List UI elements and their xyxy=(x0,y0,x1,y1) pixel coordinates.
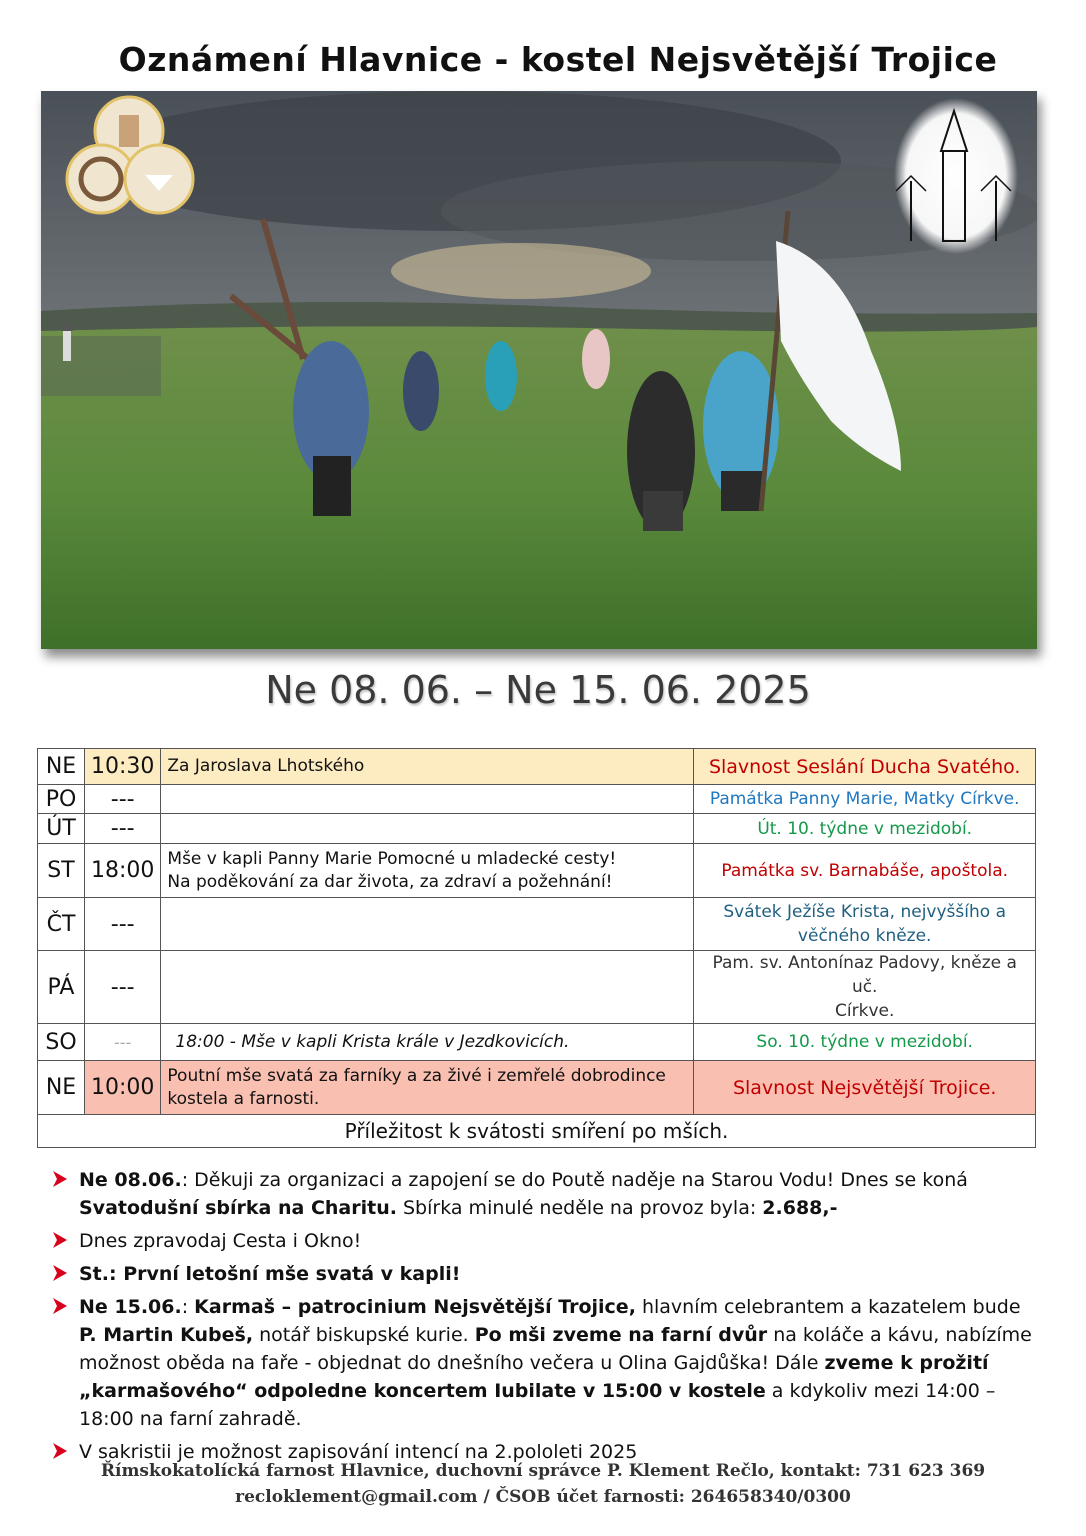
day-cell: NE xyxy=(38,749,85,785)
intention-cell xyxy=(161,1024,694,1061)
day-cell: ST xyxy=(38,844,85,898)
schedule-row xyxy=(38,844,1036,898)
announcement-text: Dnes zpravodaj Cesta i Okno! xyxy=(79,1230,362,1252)
intention-line: Mše v kapli Panny Marie Pomocné u mladecké cesty! xyxy=(167,848,617,869)
feast-cell xyxy=(694,898,1036,951)
feast-line: Pam. sv. Antonínaz Padovy, kněze a uč. xyxy=(712,953,1017,997)
time-cell: 10:00 xyxy=(85,1061,161,1115)
feast-cell xyxy=(694,1061,1036,1115)
announcement-text: : Děkuji za organizaci a zapojení se do Poutě naděje na Starou Vodu! Dnes se koná xyxy=(181,1169,968,1191)
footer-contact: Římskokatolícká farnost Hlavnice, duchovní správce P. Klement Rečlo, kontakt: 731 623 369 xyxy=(100,1461,986,1481)
feast-line: Památka sv. Barnabáše, apoštola. xyxy=(721,860,1009,881)
bullet-arrow-icon xyxy=(52,1263,68,1283)
footer-bank: recloklement@gmail.com / ČSOB účet farnosti: 264658340/0300 xyxy=(235,1487,851,1507)
announcement-bold-text: Ne 15.06. xyxy=(79,1296,182,1318)
time-cell: --- xyxy=(85,951,161,1024)
day-cell: PO xyxy=(38,785,85,814)
announcement-item xyxy=(50,1293,1040,1433)
feast-cell xyxy=(694,1024,1036,1061)
intention-cell xyxy=(161,749,694,785)
intention-line: kostela a farnosti. xyxy=(167,1088,320,1109)
feast-line: Církve. xyxy=(835,1001,895,1021)
day-cell: ÚT xyxy=(38,814,85,844)
day-cell: ČT xyxy=(38,898,85,951)
feast-cell xyxy=(694,844,1036,898)
announcement-bold-text: 2.688,- xyxy=(762,1197,838,1219)
announcement-text: a kdykoliv mezi 14:00 – 18:00 na farní zahradě. xyxy=(79,1380,996,1430)
schedule-row xyxy=(38,785,1036,814)
bullet-arrow-icon xyxy=(52,1230,68,1250)
village-church xyxy=(63,331,71,361)
announcement-bold-text: P. Martin Kubeš, xyxy=(79,1324,254,1346)
announcement-text: hlavním celebrantem a kazatelem bude xyxy=(635,1296,1021,1318)
intention-cell xyxy=(161,898,694,951)
schedule-row xyxy=(38,898,1036,951)
pilgrimage-illustration xyxy=(41,91,1037,649)
announcement-text: : xyxy=(181,1296,195,1318)
schedule-row xyxy=(38,951,1036,1024)
bullet-arrow-icon xyxy=(52,1296,68,1316)
feast-line: Slavnost Seslání Ducha Svatého. xyxy=(708,755,1021,778)
intention-line: Poutní mše svatá za farníky a za živé i zemřelé dobrodince xyxy=(167,1065,666,1086)
day-cell: NE xyxy=(38,1061,85,1115)
feast-cell xyxy=(694,814,1036,844)
intention-line: Za Jaroslava Lhotského xyxy=(167,756,365,776)
time-cell: --- xyxy=(85,814,161,844)
feast-line: věčného kněze. xyxy=(797,926,932,946)
day-cell: SO xyxy=(38,1024,85,1061)
announcement-bold-text: Po mši zveme na farní dvůr xyxy=(474,1324,768,1346)
time-cell: 18:00 xyxy=(85,844,161,898)
announcement-item xyxy=(50,1166,1040,1222)
church-sketch xyxy=(894,98,1018,254)
meadow xyxy=(41,326,1037,649)
time-cell: --- xyxy=(85,898,161,951)
schedule-row xyxy=(38,814,1036,844)
announcement-text: V sakristii je možnost zapisování intencí na 2.pololeti 2025 xyxy=(79,1441,638,1463)
page-title: Oznámení Hlavnice - kostel Nejsvětější Trojice xyxy=(118,40,998,79)
intention-line: 18:00 - Mše v kapli Krista krále v Jezdkovicích. xyxy=(175,1031,570,1052)
feast-cell xyxy=(694,749,1036,785)
feast-cell xyxy=(694,785,1036,814)
announcements-list xyxy=(50,1166,1040,1471)
time-cell: 10:30 xyxy=(85,749,161,785)
schedule-row xyxy=(38,1024,1036,1061)
announcement-bold-text: St.: První letošní mše svatá v kapli! xyxy=(79,1263,461,1285)
intention-cell xyxy=(161,844,694,898)
bullet-arrow-icon xyxy=(52,1169,68,1189)
feast-line: Památka Panny Marie, Matky Církve. xyxy=(709,789,1020,809)
intention-cell xyxy=(161,785,694,814)
mass-schedule-table xyxy=(37,748,1036,1148)
time-cell: --- xyxy=(85,785,161,814)
announcement-bold-text: Karmaš – patrocinium Nejsvětější Trojice, xyxy=(194,1296,636,1318)
feast-line: Slavnost Nejsvětější Trojice. xyxy=(732,1076,997,1099)
announcement-text: notář biskupské kurie. xyxy=(253,1324,475,1346)
intention-cell xyxy=(161,1061,694,1115)
confession-note: Příležitost k svátosti smíření po mších. xyxy=(38,1115,1036,1148)
pilgrimage-photo xyxy=(41,91,1037,649)
feast-line: Út. 10. týdne v mezidobí. xyxy=(757,818,973,839)
schedule-footer-row xyxy=(38,1115,1036,1148)
announcement-bold-text: Svatodušní sbírka na Charitu. xyxy=(79,1197,397,1219)
intention-cell xyxy=(161,951,694,1024)
announcement-bold-text: zveme k prožití „karmašového“ odpoledne koncertem Iubilate v 15:00 v kostele xyxy=(79,1352,989,1402)
time-cell: --- xyxy=(85,1024,161,1061)
announcement-item xyxy=(50,1260,1040,1288)
day-cell: PÁ xyxy=(38,951,85,1024)
feast-line: Svátek Ježíše Krista, nejvyššího a xyxy=(723,902,1006,922)
announcement-item xyxy=(50,1227,1040,1255)
schedule-row xyxy=(38,1061,1036,1115)
feast-cell xyxy=(694,951,1036,1024)
parish-footer xyxy=(0,1458,1086,1510)
schedule-row xyxy=(38,749,1036,785)
intention-line: Na poděkování za dar života, za zdraví a požehnání! xyxy=(167,871,613,892)
announcement-bold-text: Ne 08.06. xyxy=(79,1169,182,1191)
announcement-text: na koláče a kávu, nabízíme možnost oběda na faře - objednat do dnešního večera u Olina Gajdůška! Dále xyxy=(79,1324,1032,1374)
intention-cell xyxy=(161,814,694,844)
announcement-text: Sbírka minulé neděle na provoz byla: xyxy=(396,1197,763,1219)
feast-line: So. 10. týdne v mezidobí. xyxy=(756,1032,973,1052)
date-range: Ne 08. 06. – Ne 15. 06. 2025 xyxy=(265,668,811,712)
